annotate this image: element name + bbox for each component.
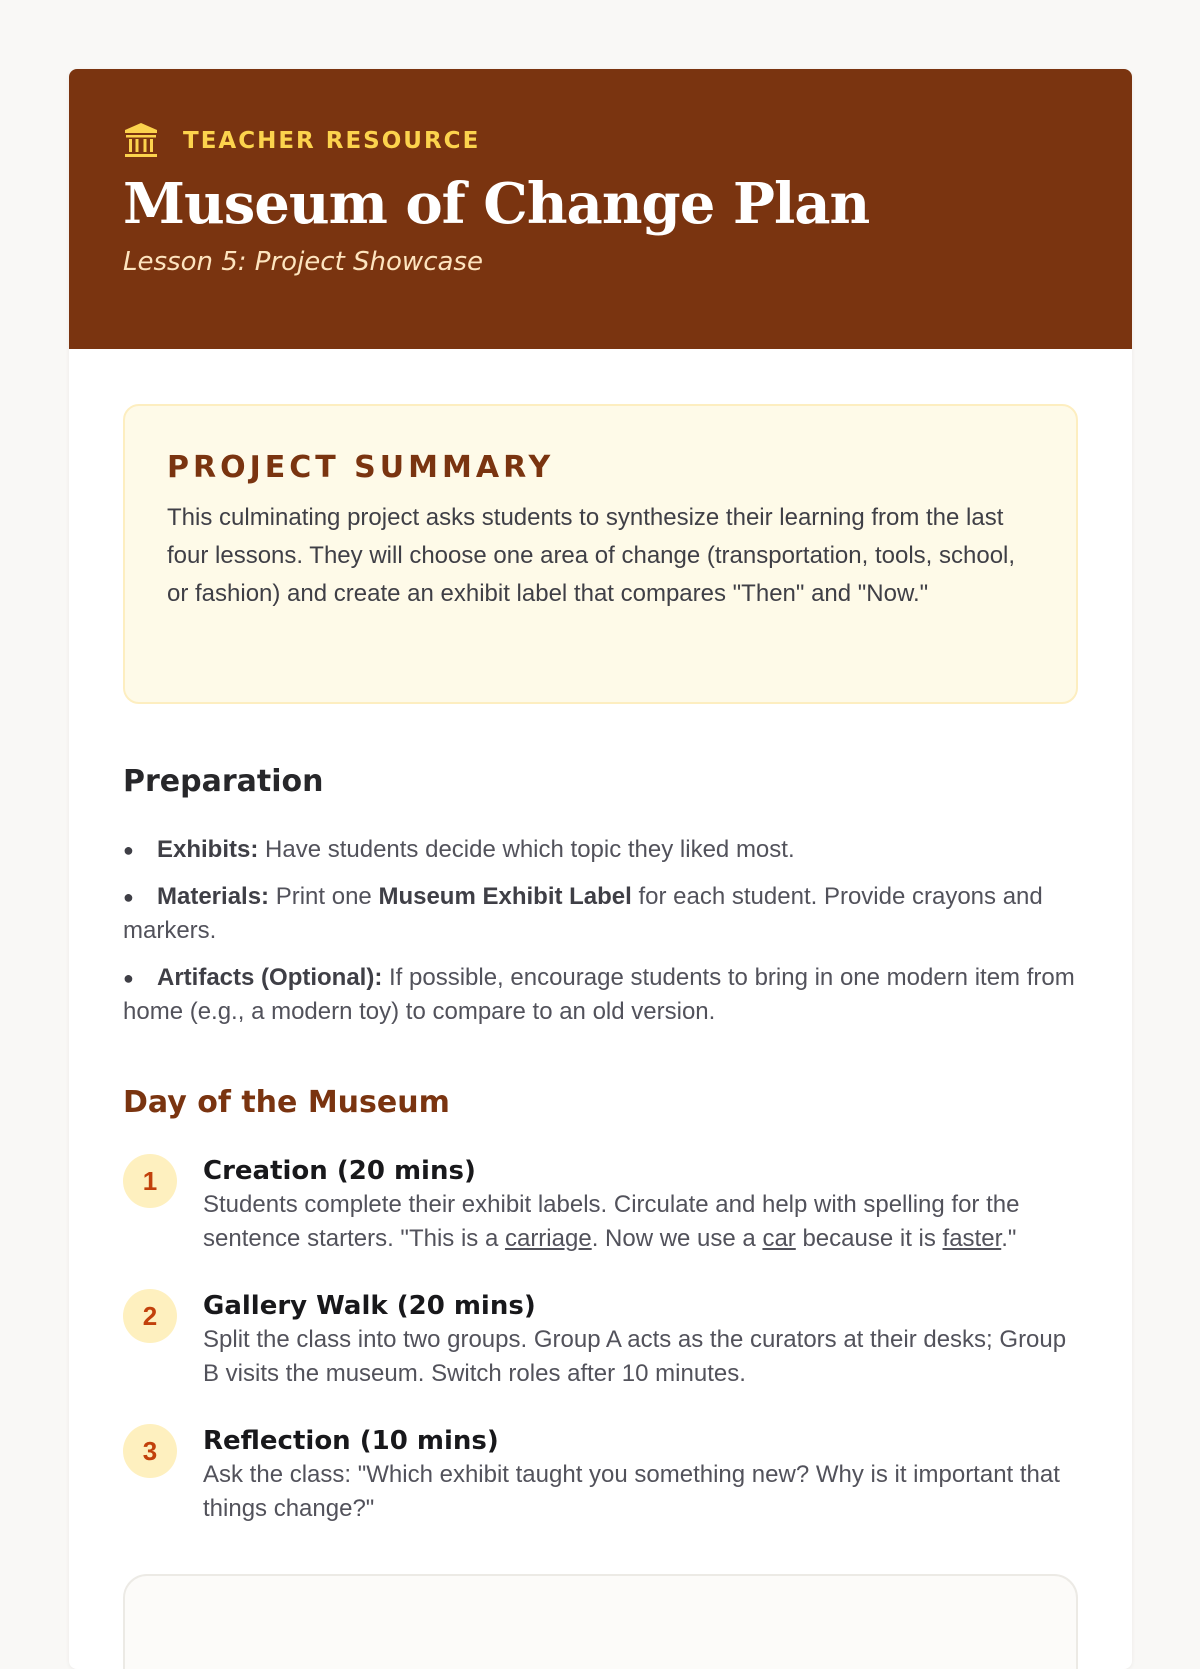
step-text: Split the class into two groups. Group A acts as the curators at their desks; Group B visits the museum. Switch roles after 10 minutes. (203, 1326, 1067, 1387)
step-title: Reflection (10 mins) (203, 1426, 499, 1456)
step-text-part: because it is (795, 1225, 943, 1252)
step-text-part: ." (1001, 1225, 1017, 1252)
item-bold-text: Museum Exhibit Label (378, 883, 632, 910)
underlined-word: carriage (504, 1225, 592, 1252)
item-label: Materials: (157, 883, 270, 910)
summary-heading: PROJECT SUMMARY (167, 450, 555, 485)
item-text: If possible, encourage students to bring in one modern item from home (e.g., a modern toy) to compare to an old version. (123, 964, 1075, 1025)
main-content (69, 349, 1132, 1526)
museum-icon (123, 122, 159, 160)
preparation-heading: Preparation (123, 764, 324, 799)
preparation-list (123, 833, 1078, 1029)
list-item (123, 961, 1078, 1029)
step-item (123, 1154, 1078, 1256)
eyebrow (123, 121, 1078, 161)
step-title: Gallery Walk (20 mins) (203, 1291, 536, 1321)
step-body (203, 1154, 1078, 1256)
item-label: Exhibits: (157, 836, 259, 863)
list-item (123, 833, 1078, 867)
step-text-part: Students complete their exhibit labels. Circulate and help with spelling for the sentence starters. "This is a (203, 1191, 1020, 1252)
bullet-icon: ● (123, 887, 134, 907)
item-label: Artifacts (Optional): (157, 964, 383, 991)
bullet-icon: ● (123, 840, 134, 860)
underlined-word: car (762, 1225, 796, 1252)
lesson-plan-card (69, 69, 1132, 1669)
step-body (203, 1424, 1078, 1526)
list-item (123, 880, 1078, 948)
bullet-icon: ● (123, 968, 134, 988)
step-number-badge: 3 (123, 1424, 177, 1478)
step-item (123, 1424, 1078, 1526)
project-summary-box (123, 404, 1078, 704)
page-title: Museum of Change Plan (123, 171, 870, 237)
step-number-badge: 1 (123, 1154, 177, 1208)
step-body (203, 1289, 1078, 1391)
item-text: Have students decide which topic they liked most. (258, 836, 795, 863)
underlined-word: faster (942, 1225, 1002, 1252)
summary-text: This culminating project asks students to synthesize their learning from the last four lessons. They will choose one area of change (transportation, tools, school, or fashion) and create an exhibit label that compares "Then" and "Now." (167, 504, 1016, 607)
page-subtitle: Lesson 5: Project Showcase (123, 247, 483, 277)
step-text (203, 1188, 1078, 1256)
next-section-box (123, 1574, 1078, 1669)
item-text: Print one (269, 883, 379, 910)
step-number-badge: 2 (123, 1289, 177, 1343)
day-of-museum-heading: Day of the Museum (123, 1085, 450, 1120)
step-title: Creation (20 mins) (203, 1156, 476, 1186)
step-item (123, 1289, 1078, 1391)
step-text-part: . Now we use a (591, 1225, 763, 1252)
item-text: for each student. Provide crayons and markers. (123, 883, 1043, 944)
step-list (123, 1154, 1078, 1526)
page-header (69, 69, 1132, 349)
step-text: Ask the class: "Which exhibit taught you something new? Why is it important that things change?" (203, 1461, 1060, 1522)
eyebrow-label: TEACHER RESOURCE (183, 128, 481, 154)
